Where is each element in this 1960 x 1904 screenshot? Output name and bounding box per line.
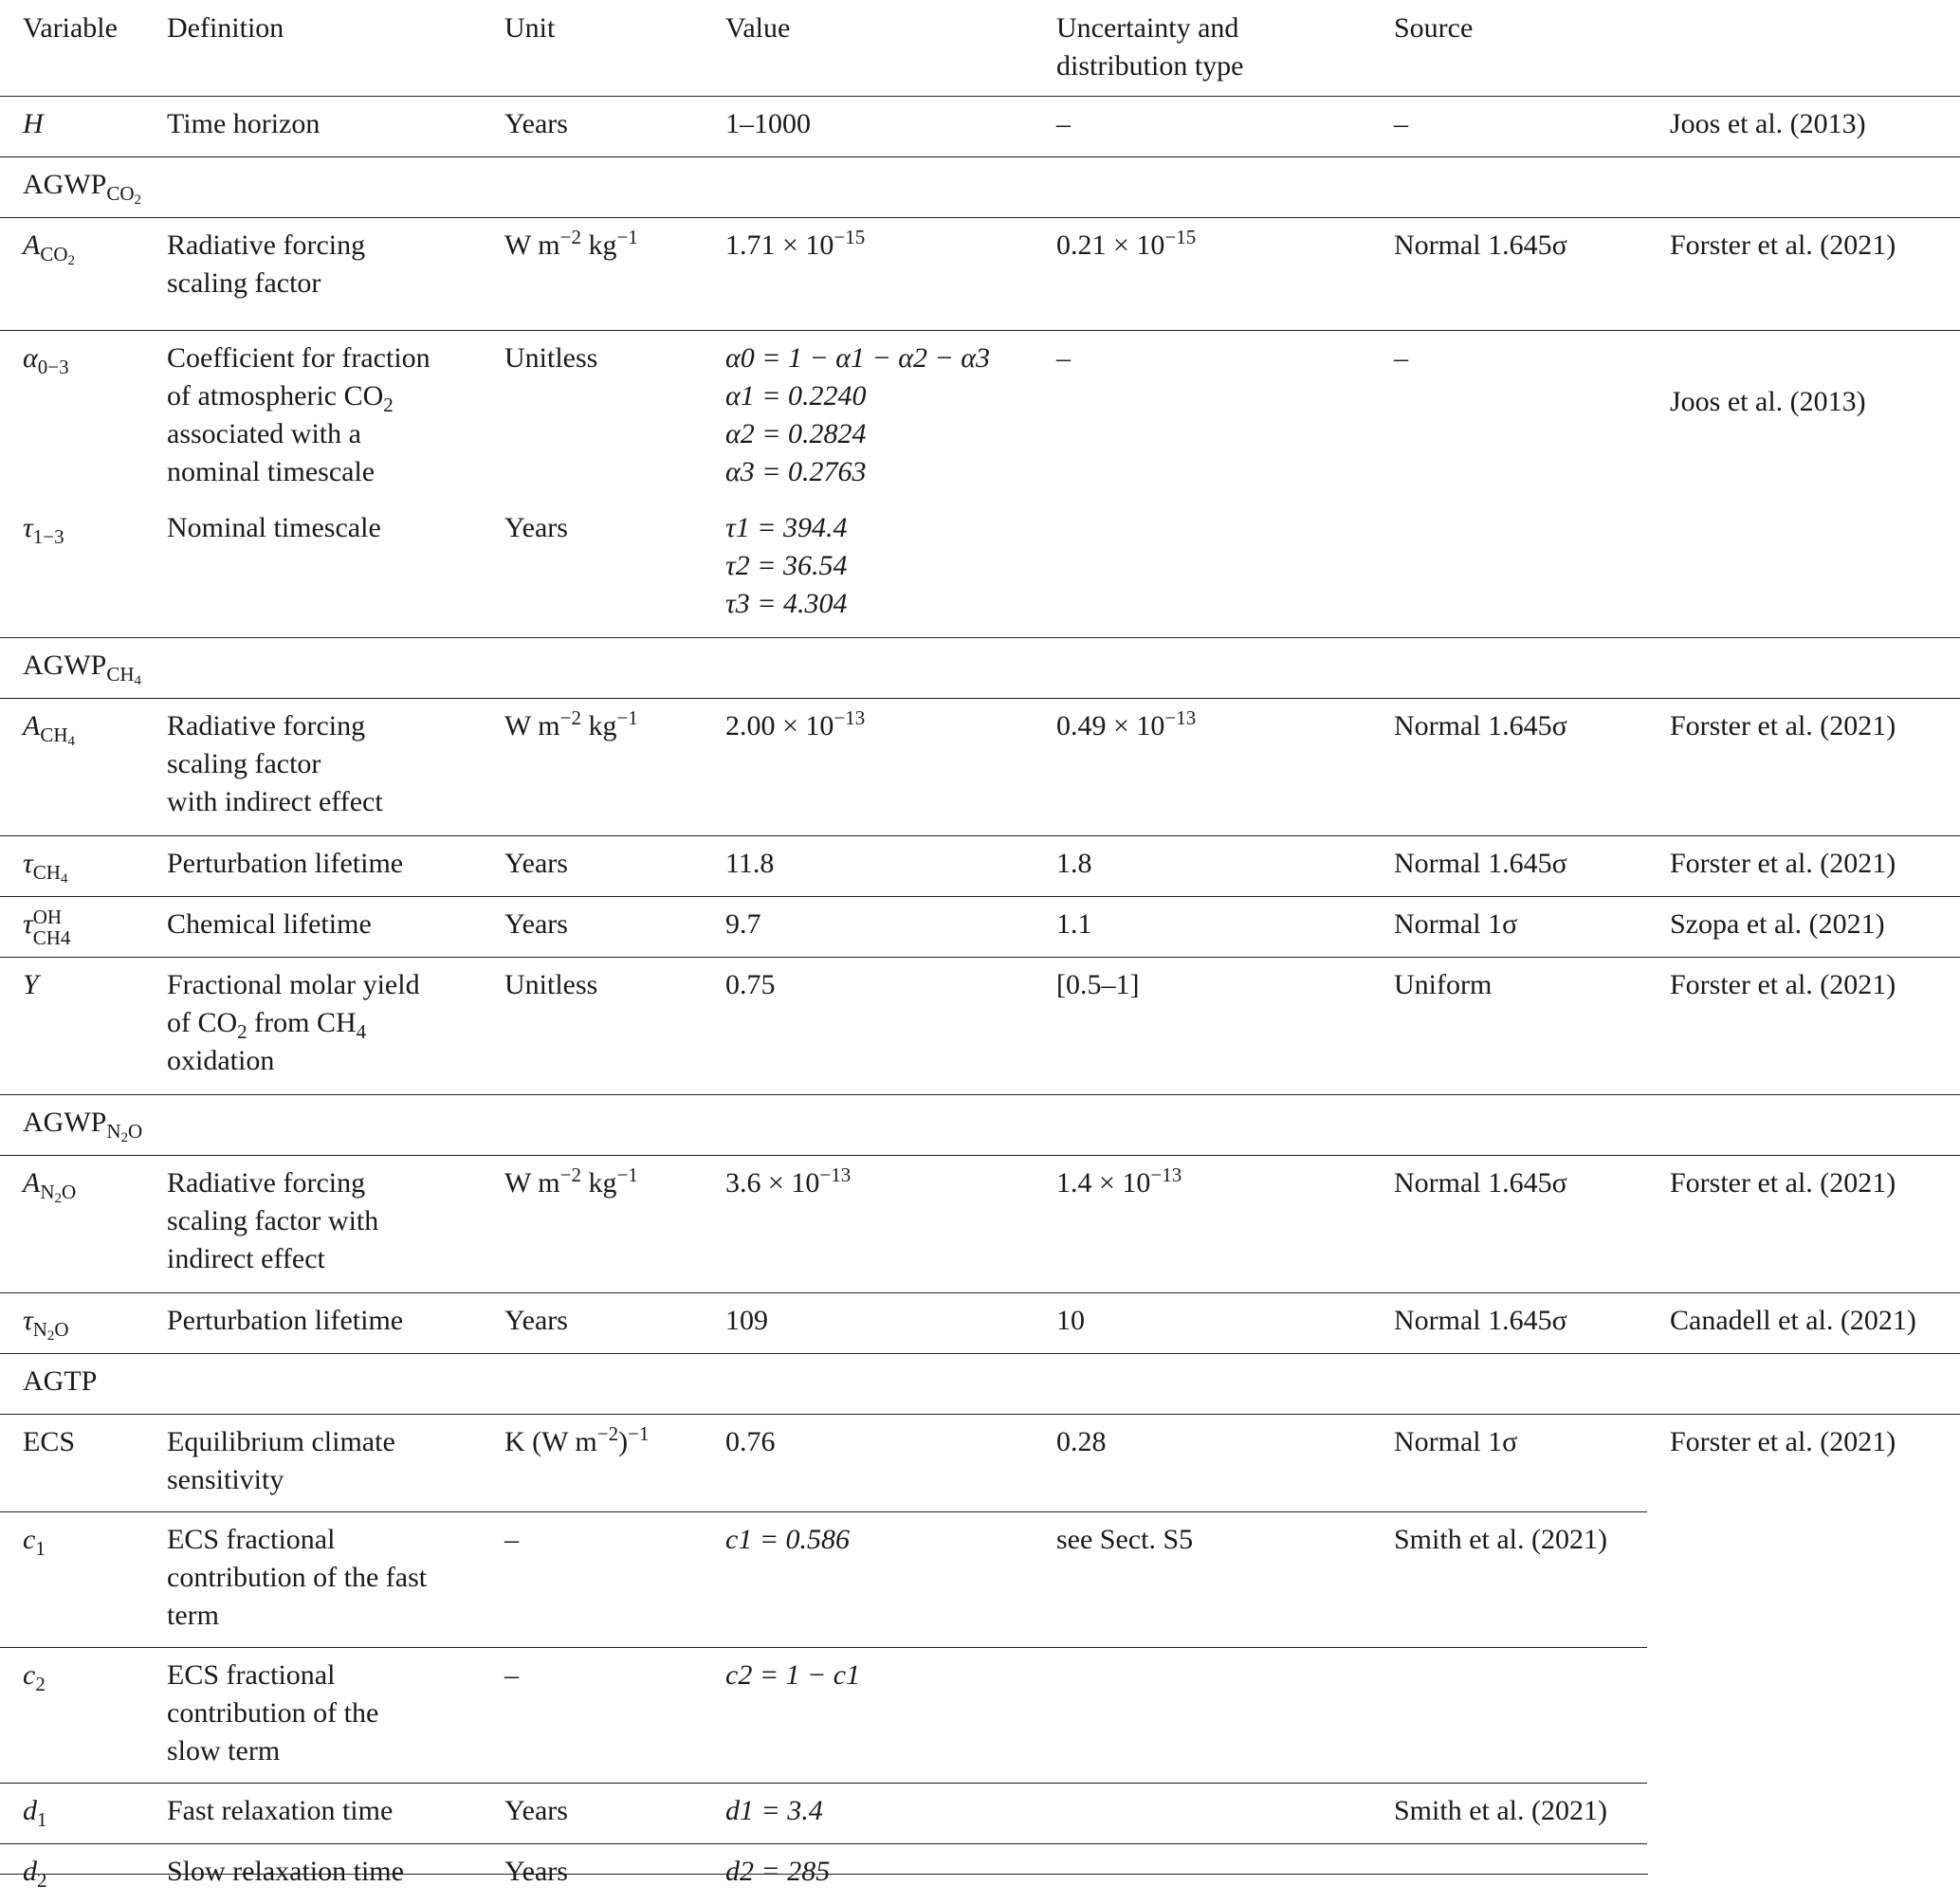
source-cell: Forster et al. (2021)	[1647, 218, 1960, 331]
variable-symbol: $d_1$	[0, 1784, 144, 1844]
table-row	[0, 897, 1960, 958]
uncertainty-cell: –	[1034, 331, 1371, 501]
distribution-cell: Normal 1.645σ	[1371, 699, 1647, 836]
table-row	[0, 699, 1960, 836]
uncertainty-cell: 1.1	[1034, 897, 1371, 958]
distribution-cell: Normal 1.645σ	[1371, 218, 1647, 331]
definition-cell: Radiative forcing scaling factor with indirect effect	[144, 1156, 482, 1293]
definition-cell: Perturbation lifetime	[144, 1293, 482, 1354]
uncertainty-cell: –	[1034, 97, 1371, 157]
unit-cell: Years	[482, 836, 703, 897]
unit-cell: –	[482, 1512, 703, 1648]
header-unit: Unit	[482, 0, 703, 97]
uncertainty-cell: $1.4 \times 10^{-13}$	[1034, 1156, 1371, 1293]
distribution-cell: Normal 1σ	[1371, 1415, 1647, 1512]
uncertainty-cell: [0.5–1]	[1034, 958, 1371, 1095]
unit-cell: Years	[482, 501, 703, 638]
header-uncertainty: Uncertainty and distribution type	[1034, 0, 1371, 97]
variable-symbol: H	[23, 108, 44, 139]
distribution-cell: Normal 1.645σ	[1371, 1293, 1647, 1354]
variable-symbol: $\tau_{1-3}$	[0, 501, 144, 638]
value-cell: $2.00 \times 10^{-13}$	[703, 699, 1034, 836]
distribution-cell: Normal 1σ	[1371, 897, 1647, 958]
definition-cell: Slow relaxation time	[144, 1844, 482, 1904]
definition-cell: Fractional molar yield of $CO_2$ from $CH_4$ oxidation	[144, 958, 482, 1095]
distribution-cell: Normal 1.645σ	[1371, 1156, 1647, 1293]
source-cell: Canadell et al. (2021)	[1647, 1293, 1960, 1354]
variable-symbol: $\tau_{CH4}$	[0, 836, 144, 897]
section-heading-agwp-n2o: $AGWP_{N2O}$	[0, 1095, 1960, 1156]
section-heading-agtp: AGTP	[0, 1354, 1960, 1415]
definition-cell: ECS fractional contribution of the fast term	[144, 1512, 482, 1648]
table-header-row	[0, 0, 1960, 97]
value-cell: α0 = 1 − α1 − α2 − α3 α1 = 0.2240 α2 = 0.2824 α3 = 0.2763	[703, 331, 1034, 501]
table-row	[0, 1648, 1960, 1784]
distribution-cell: Normal 1.645σ	[1371, 836, 1647, 897]
table-row	[0, 1415, 1960, 1512]
uncertainty-cell: 0.28	[1034, 1415, 1371, 1512]
section-heading-agwp-co2: $AGWP_{CO2}$	[0, 157, 1960, 218]
table-row	[0, 1512, 1960, 1648]
distribution-cell: –	[1371, 97, 1647, 157]
source-cell: Forster et al. (2021)	[1647, 699, 1960, 836]
value-cell: 9.7	[703, 897, 1034, 958]
value-cell: $1.71 \times 10^{-15}$	[703, 218, 1034, 331]
definition-cell: Equilibrium climate sensitivity	[144, 1415, 482, 1512]
table-row	[0, 1293, 1960, 1354]
unit-cell: Unitless	[482, 331, 703, 501]
table-row	[0, 958, 1960, 1095]
table-bottom-rule	[0, 1874, 1648, 1875]
variable-symbol: $d_2$	[0, 1844, 144, 1904]
unit-cell: W $m^{-2}$ $kg^{-1}$	[482, 1156, 703, 1293]
table-row	[0, 331, 1960, 501]
source-cell: Joos et al. (2013)	[1647, 97, 1960, 157]
definition-cell: Time horizon	[144, 97, 482, 157]
variable-symbol: Y	[23, 969, 39, 1000]
definition-cell: ECS fractional contribution of the slow term	[144, 1648, 482, 1784]
definition-cell: Chemical lifetime	[144, 897, 482, 958]
unit-cell: Years	[482, 97, 703, 157]
header-value: Value	[703, 0, 1034, 97]
source-cell: Forster et al. (2021)	[1647, 1415, 1960, 1512]
definition-cell: Fast relaxation time	[144, 1784, 482, 1844]
definition-cell: Perturbation lifetime	[144, 836, 482, 897]
unit-cell: Years	[482, 1784, 703, 1844]
variable-symbol: τ OH CH4	[0, 897, 144, 958]
header-source: Source	[1371, 0, 1647, 97]
source-cell: Forster et al. (2021)	[1647, 1156, 1960, 1293]
value-cell: d2 = 285	[703, 1844, 1034, 1904]
source-cell: Forster et al. (2021)	[1647, 836, 1960, 897]
value-cell: 1–1000	[703, 97, 1034, 157]
definition-cell: Nominal timescale	[144, 501, 482, 638]
variable-symbol: $c_1$	[0, 1512, 144, 1648]
value-cell: 0.75	[703, 958, 1034, 1095]
table-row	[0, 836, 1960, 897]
variable-symbol: $A_{CO2}$	[0, 218, 144, 331]
value-cell: d1 = 3.4	[703, 1784, 1034, 1844]
source-cell: Joos et al. (2013)	[1647, 331, 1960, 638]
value-cell: 109	[703, 1293, 1034, 1354]
header-definition: Definition	[144, 0, 482, 97]
uncertainty-cell: 10	[1034, 1293, 1371, 1354]
value-cell: 11.8	[703, 836, 1034, 897]
definition-cell: Coefficient for fraction of atmospheric $CO_2$ associated with a nominal timescale	[144, 331, 482, 501]
value-cell: c1 = 0.586	[703, 1512, 1034, 1648]
variable-symbol: $\tau_{N2O}$	[0, 1293, 144, 1354]
definition-cell: Radiative forcing scaling factor with indirect effect	[144, 699, 482, 836]
source-cell: Szopa et al. (2021)	[1647, 897, 1960, 958]
unit-cell: Years	[482, 897, 703, 958]
value-cell: 0.76	[703, 1415, 1034, 1512]
source-cell: Forster et al. (2021)	[1647, 958, 1960, 1095]
unit-cell: W $m^{-2}$ $kg^{-1}$	[482, 218, 703, 331]
distribution-cell: Smith et al. (2021)	[1371, 1512, 1647, 1648]
uncertainty-cell: 1.8	[1034, 836, 1371, 897]
unit-cell: Years	[482, 1844, 703, 1904]
variable-symbol: $c_2$	[0, 1648, 144, 1784]
distribution-cell: Uniform	[1371, 958, 1647, 1095]
table-row	[0, 218, 1960, 331]
table-row	[0, 97, 1960, 157]
unit-cell: Unitless	[482, 958, 703, 1095]
uncertainty-cell: $0.21 \times 10^{-15}$	[1034, 218, 1371, 331]
variable-symbol: $\alpha_{0-3}$	[0, 331, 144, 501]
header-variable: Variable	[0, 0, 144, 97]
unit-cell: Years	[482, 1293, 703, 1354]
value-cell: τ1 = 394.4 τ2 = 36.54 τ3 = 4.304	[703, 501, 1034, 638]
variable-symbol: ECS	[0, 1415, 144, 1512]
distribution-cell: Smith et al. (2021)	[1371, 1784, 1647, 1844]
unit-cell: –	[482, 1648, 703, 1784]
unit-cell: W $m^{-2}$ $kg^{-1}$	[482, 699, 703, 836]
table-row	[0, 1784, 1960, 1844]
uncertainty-cell: see Sect. S5	[1034, 1512, 1371, 1648]
distribution-cell: –	[1371, 331, 1647, 501]
unit-cell: K (W $m^{-2})^{-1}$	[482, 1415, 703, 1512]
variable-symbol: $A_{N2O}$	[0, 1156, 144, 1293]
variable-symbol: $A_{CH4}$	[0, 699, 144, 836]
definition-cell: Radiative forcing scaling factor	[144, 218, 482, 331]
value-cell: $3.6 \times 10^{-13}$	[703, 1156, 1034, 1293]
uncertainty-cell: $0.49 \times 10^{-13}$	[1034, 699, 1371, 836]
table-row	[0, 1156, 1960, 1293]
section-heading-agwp-ch4: $AGWP_{CH4}$	[0, 638, 1960, 699]
value-cell: c2 = 1 − c1	[703, 1648, 1034, 1784]
